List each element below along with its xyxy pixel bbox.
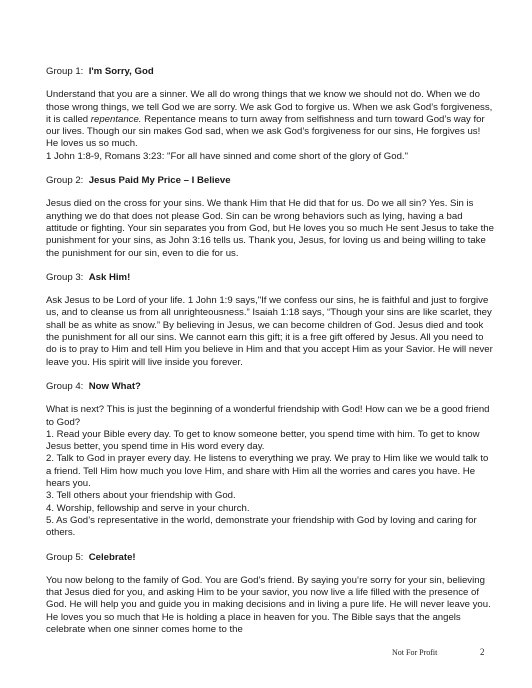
group-3-heading (46, 272, 494, 284)
group-2-body (46, 198, 494, 259)
group-5-body (46, 575, 494, 636)
group-5-heading (46, 552, 494, 564)
group-1-body (46, 89, 494, 163)
group-5-title: Celebrate! (88, 551, 136, 563)
group-1-prefix: Group 1: (46, 66, 84, 77)
page-number: 2 (480, 647, 485, 657)
group-4-intro: What is next? This is just the beginning of a wonderful friendship with God! How can we be a good friend to God? (46, 404, 490, 428)
group-4-item-5: 5. As God’s representative in the world, demonstrate your friendship with God by loving and caring for others. (46, 514, 477, 539)
group-4-item-4: 4. Worship, fellowship and serve in your church. (46, 502, 250, 514)
group-4-item-3: 3. Tell others about your friendship with God. (46, 490, 236, 502)
group-4-item-2: 2. Talk to God in prayer every day. He listens to everything we pray. We pray to Him like we would talk to a friend. Tell Him how much you love Him, and share with Him all the worries and cares you have. He hears you. (46, 453, 489, 490)
group-4-prefix: Group 4: (46, 380, 84, 392)
page-footer (392, 647, 485, 657)
group-3-text: Ask Jesus to be Lord of your life. 1 John 1:9 says,"If we confess our sins, he is faithful and just to forgive us, and to cleanse us from all unrighteousness.” Isaiah 1:18 says, “Though your sins are like scarlet, they shall be as white as snow.” By believing in Jesus, we can become children of God. Jesus died and took the punishment for all our sins. We cannot earn this gift; it is a free gift offered by Jesus. All you need to do is to pray to Him and tell Him you believe in Him and that you accept Him as your Savior. He will never leave you. His spirit will live inside you forever. (46, 295, 493, 368)
group-3-prefix: Group 3: (46, 271, 84, 283)
group-1-text-italic: repentance. (90, 113, 142, 125)
footer-text: Not For Profit (392, 648, 438, 657)
group-1-text (46, 89, 494, 150)
group-5-text: You now belong to the family of God. You are God’s friend. By saying you’re sorry for your sin, believing that Jesus died for you, and asking Him to be your savior, you now live a life filled with the presence of God. He will help you and guide you in making decisions and in living a pure life. He will never leave you. He loves you so much that He is holding a place in heaven for you. The Bible says that the angels celebrate when one sinner comes home to the (46, 574, 491, 635)
group-3-title: Ask Him! (88, 271, 131, 283)
group-4-body (46, 404, 494, 539)
document-page (46, 66, 494, 648)
group-1-title: I'm Sorry, God (88, 66, 154, 77)
group-4-title: Now What? (88, 380, 141, 392)
group-2-heading (46, 175, 494, 187)
group-2-text: Jesus died on the cross for your sins. We thank Him that He did that for us. Do we all sin? Yes. Sin is anything we do that does not please God. Sin can be wrong behaviors such as lying, having a bad attitude or fighting. Your sin separates you from God, but He loves you so much He sent Jesus to take the punishment for your sins, as John 3:16 tells us. Thank you, Jesus, for loving us and being willing to take the punishment for our sin, even to die for us. (46, 198, 494, 259)
group-4-item-1: 1. Read your Bible every day. To get to know someone better, you spend time with him. To get to know Jesus better, you spend time in His word every day. (46, 428, 480, 453)
group-2-prefix: Group 2: (46, 175, 84, 187)
group-3-body (46, 295, 494, 369)
group-2-title: Jesus Paid My Price – I Believe (88, 175, 231, 187)
group-1-verse: 1 John 1:8-9, Romans 3:23: "For all have sinned and come short of the glory of God." (46, 150, 408, 162)
group-4-heading (46, 381, 494, 393)
group-1-heading (46, 66, 494, 78)
group-5-prefix: Group 5: (46, 551, 84, 563)
group-1-text-pre: Understand that you are a sinner. We all do wrong things that we know we should not do. When we do those wrong things, we tell God we are sorry. We ask God to forgive us. When we ask God’s forgiveness, it is called (46, 89, 493, 125)
group-1-text-post: Repentance means to turn away from selfishness and turn toward God’s way for our lives. Though our sin makes God sad, when we ask God’s forgiveness for our sins, He forgives us! He loves us so much. (46, 113, 485, 150)
